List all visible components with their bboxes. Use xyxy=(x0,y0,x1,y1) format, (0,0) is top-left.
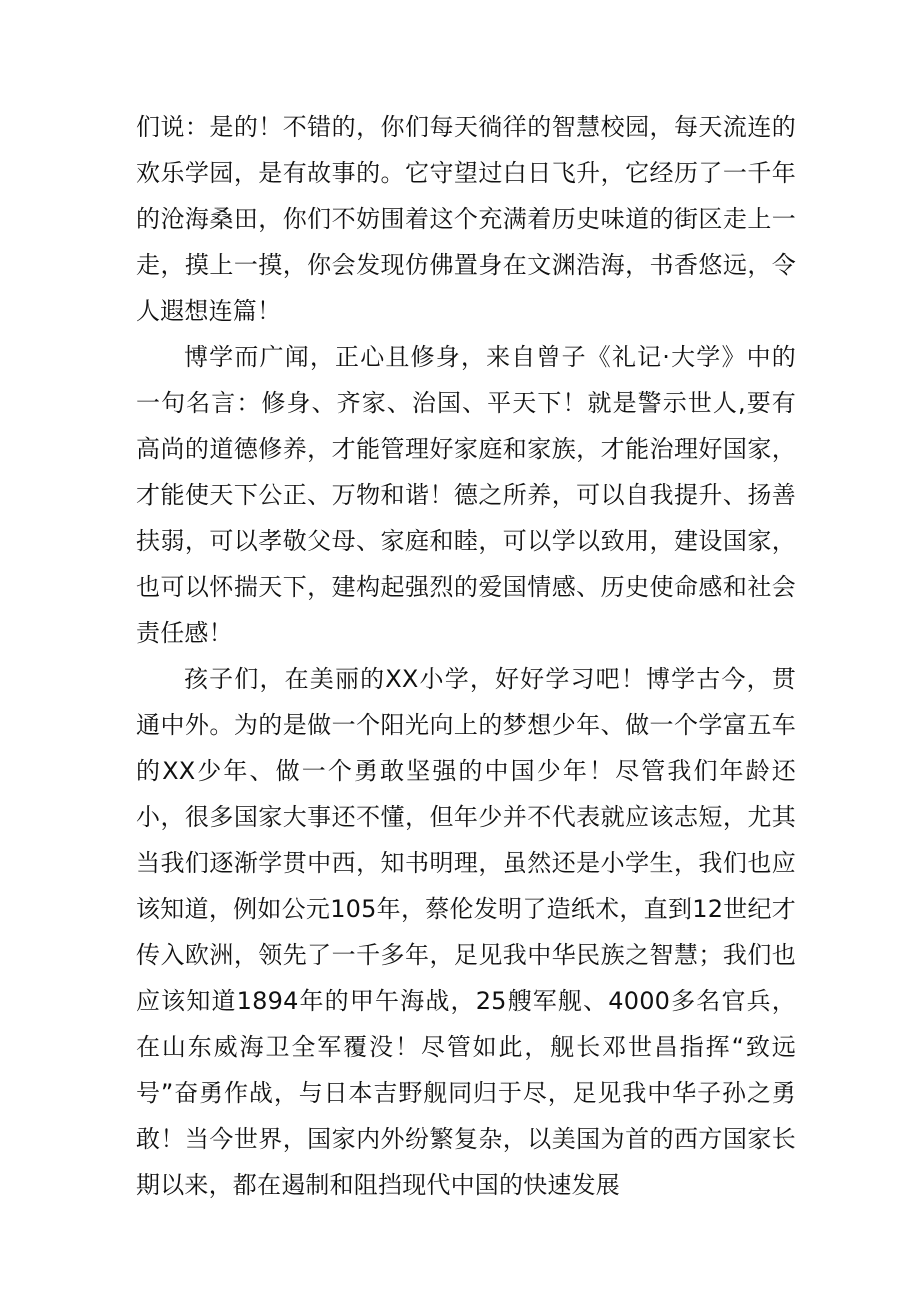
paragraph-moral-cultivation: 博学而广闻，正心且修身，来自曾子《礼记·大学》中的一句名言：修身、齐家、治国、平天下！就是警示世人,要有高尚的道德修养，才能管理好家庭和家族，才能治理好国家，才能使天下公正、万物和谐！德之所养，可以自我提升、扬善扶弱，可以孝敬父母、家庭和睦，可以学以致用，建设国家，也可以怀揣天下，建构起强烈的爱国情感、历史使命感和社会责任感！ xyxy=(136,343,796,647)
paragraph-children-study: 孩子们，在美丽的XX小学，好好学习吧！博学古今，贯通中外。为的是做一个阳光向上的梦想少年、做一个学富五车的XX少年、做一个勇敢坚强的中国少年！尽管我们年龄还小，很多国家大事还不懂，但年少并不代表就应该志短，尤其当我们逐渐学贯中西，知书明理，虽然还是小学生，我们也应该知道，例如公元105年，蔡伦发明了造纸术，直到12世纪才传入欧洲，领先了一千多年，足见我中华民族之智慧；我们也应该知道1894年的甲午海战，25艘军舰、4000多名官兵，在山东威海卫全军覆没！尽管如此，舰长邓世昌指挥“致远号”奋勇作战，与日本吉野舰同归于尽，足见我中华子孙之勇敢！当今世界，国家内外纷繁复杂，以美国为首的西方国家长期以来，都在遏制和阻挡现代中国的快速发展 xyxy=(136,665,796,1199)
document-body xyxy=(136,104,796,1208)
paragraph-continuation: 们说：是的！不错的，你们每天徜徉的智慧校园，每天流连的欢乐学园，是有故事的。它守望过白日飞升，它经历了一千年的沧海桑田，你们不妨围着这个充满着历史味道的街区走上一走，摸上一摸，你会发现仿佛置身在文渊浩海，书香悠远，令人遐想连篇！ xyxy=(136,113,796,325)
